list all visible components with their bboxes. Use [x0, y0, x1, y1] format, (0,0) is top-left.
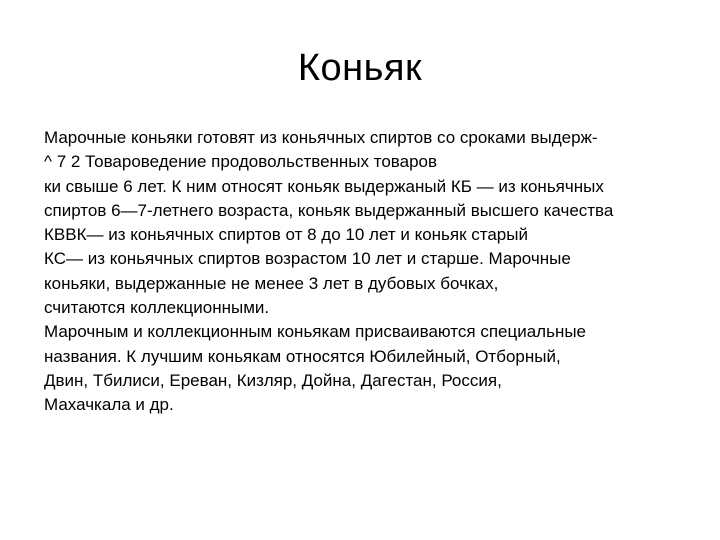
body-line: КВВК— из коньячных спиртов от 8 до 10 лет и коньяк старый: [44, 225, 528, 245]
body-line: ки свыше 6 лет. К ним относят коньяк выдержаный КБ — из коньячных: [44, 176, 604, 196]
body-line: названия. К лучшим коньякам относятся Юбилейный, Отборный,: [44, 346, 561, 366]
body-line: Марочные коньяки готовят из коньячных спиртов со сроками выдерж-: [44, 128, 598, 147]
body-line: Двин, Тбилиси, Ереван, Кизляр, Дойна, Дагестан, Россия,: [44, 370, 502, 390]
body-line: КС— из коньячных спиртов возрастом 10 лет и старше. Марочные: [44, 249, 571, 269]
body-line: коньяки, выдержанные не менее 3 лет в дубовых бочках,: [44, 273, 499, 293]
body-line: Махачкала и др.: [44, 395, 174, 415]
slide-title: Коньяк: [297, 47, 423, 89]
slide-body: [44, 126, 694, 418]
body-line: Марочным и коллекционным коньякам присваиваются специальные: [44, 322, 587, 342]
body-line: ^ 7 2 Товароведение продовольственных товаров: [44, 152, 438, 172]
body-line: считаются коллекционными.: [44, 298, 270, 318]
body-line: спиртов 6—7-летнего возраста, коньяк выдержанный высшего качества: [44, 200, 614, 220]
